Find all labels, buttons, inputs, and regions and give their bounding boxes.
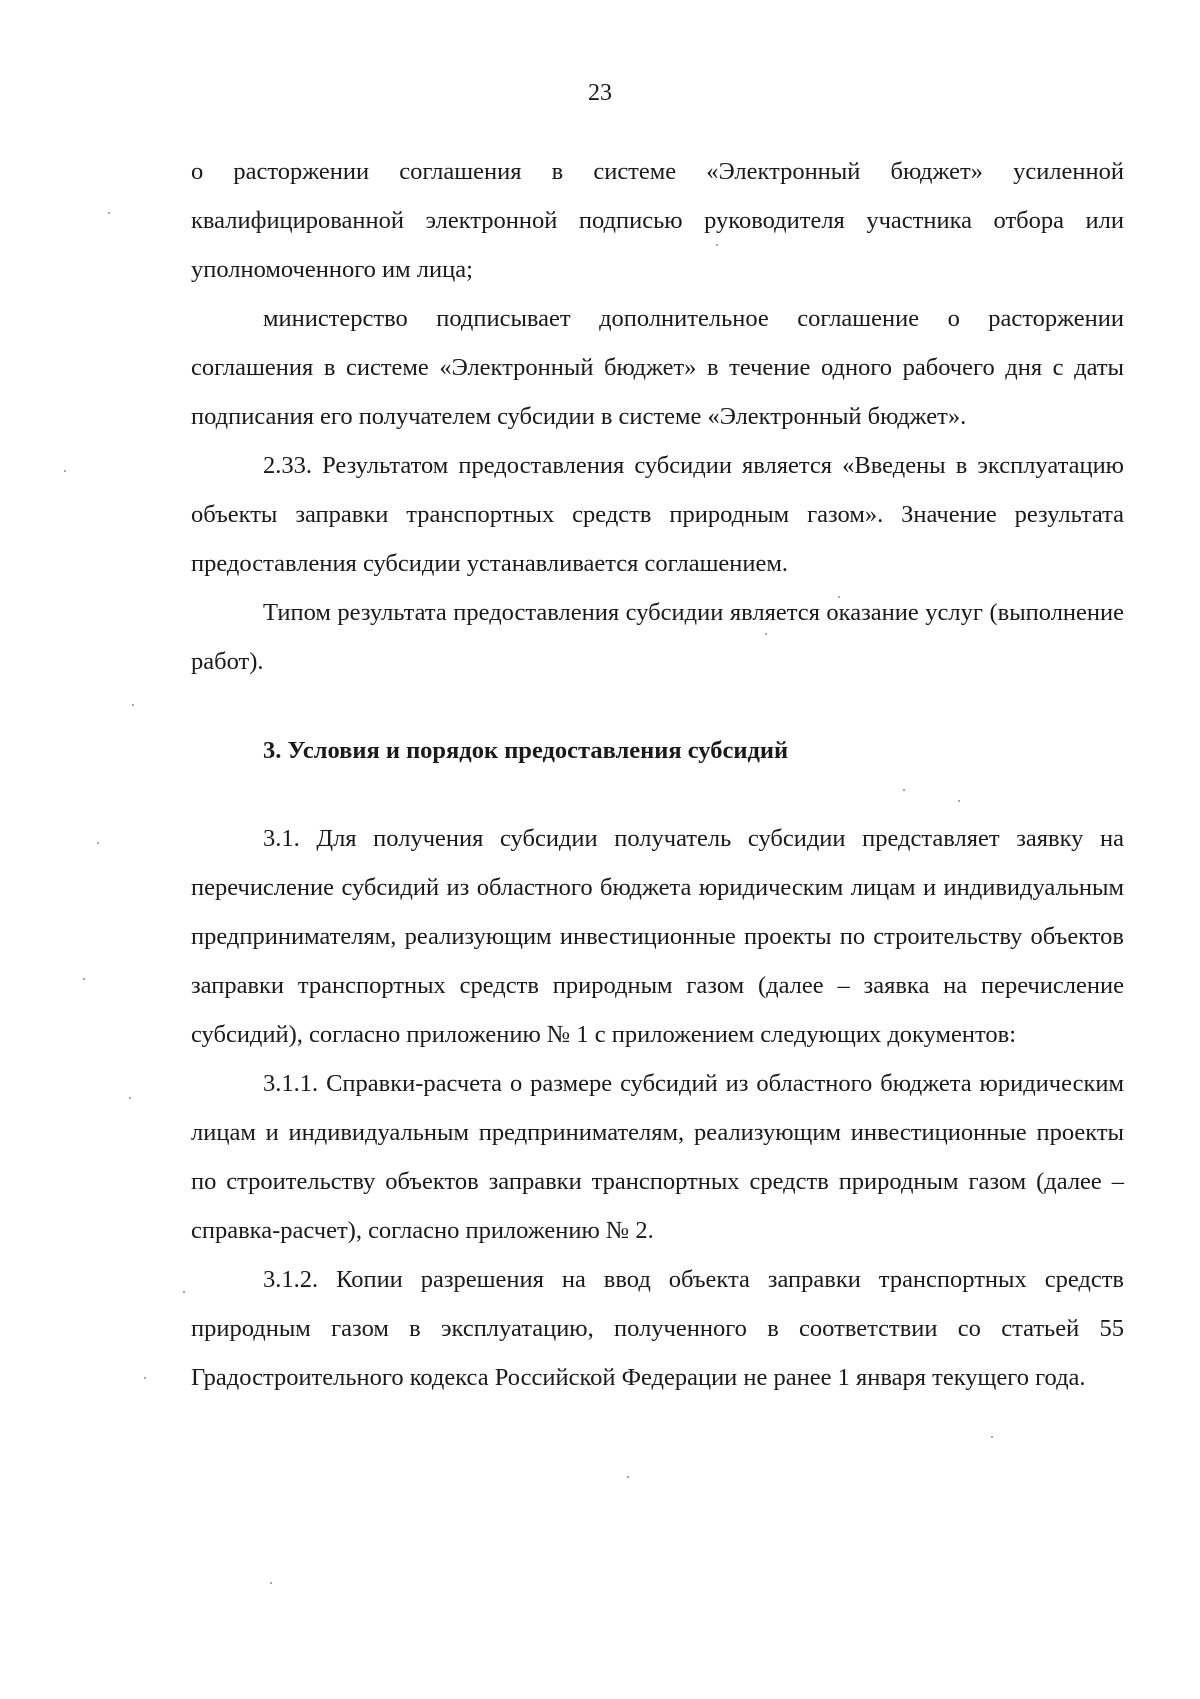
paragraph-3-1: 3.1. Для получения субсидии получатель субсидии представляет заявку на перечисление субсидий из областного бюджета юридическим лицам и индивидуальным предпринимателям, реализующим инвестиционные проекты по строительству объектов заправки транспортных средств природным газом (далее – заявка на перечисление субсидий), согласно приложению № 1 с приложением следующих документов: xyxy=(191,825,1124,1048)
scan-speck xyxy=(838,596,840,598)
scan-speck xyxy=(627,1476,629,1478)
scan-speck xyxy=(183,1291,185,1293)
paragraph-result-type: Типом результата предоставления субсидии является оказание услуг (выполнение работ). xyxy=(191,599,1124,675)
spacer xyxy=(191,686,1124,726)
paragraph-3-1-2: 3.1.2. Копии разрешения на ввод объекта заправки транспортных средств природным газом в эксплуатацию, полученного в соответствии со статьей 55 Градостроительного кодекса Российской Федерации не ранее 1 января текущего года. xyxy=(191,1266,1124,1391)
spacer xyxy=(191,775,1124,814)
scan-speck xyxy=(991,1436,993,1438)
scan-speck xyxy=(97,842,99,844)
scan-speck xyxy=(903,789,905,791)
section-heading: 3. Условия и порядок предоставления субсидий xyxy=(263,737,789,764)
scan-speck xyxy=(765,633,767,635)
scan-speck xyxy=(716,244,718,246)
scan-speck xyxy=(83,978,85,980)
paragraph-3-1-1: 3.1.1. Справки-расчета о размере субсидий из областного бюджета юридическим лицам и индивидуальным предпринимателям, реализующим инвестиционные проекты по строительству объектов заправки транспортных средств природным газом (далее – справка-расчет), согласно приложению № 2. xyxy=(191,1070,1124,1244)
document-body xyxy=(191,147,1124,1402)
scan-speck xyxy=(108,212,110,214)
scan-speck xyxy=(144,1377,146,1379)
paragraph-2-33-result: 2.33. Результатом предоставления субсидии является «Введены в эксплуатацию объекты заправки транспортных средств природным газом». Значение результата предоставления субсидии устанавливается соглашением. xyxy=(191,452,1124,577)
scan-speck xyxy=(129,1097,131,1099)
scan-speck xyxy=(270,1582,272,1584)
scan-speck xyxy=(958,800,960,802)
paragraph-ministry-signs: министерство подписывает дополнительное соглашение о расторжении соглашения в системе «Электронный бюджет» в течение одного рабочего дня с даты подписания его получателем субсидии в системе «Электронный бюджет». xyxy=(191,305,1124,430)
page-number: 23 xyxy=(588,80,612,106)
paragraph-agreement-termination: о расторжении соглашения в системе «Электронный бюджет» усиленной квалифицированной электронной подписью руководителя участника отбора или уполномоченного им лица; xyxy=(191,158,1124,283)
scan-speck xyxy=(132,704,134,706)
scan-speck xyxy=(64,470,66,472)
